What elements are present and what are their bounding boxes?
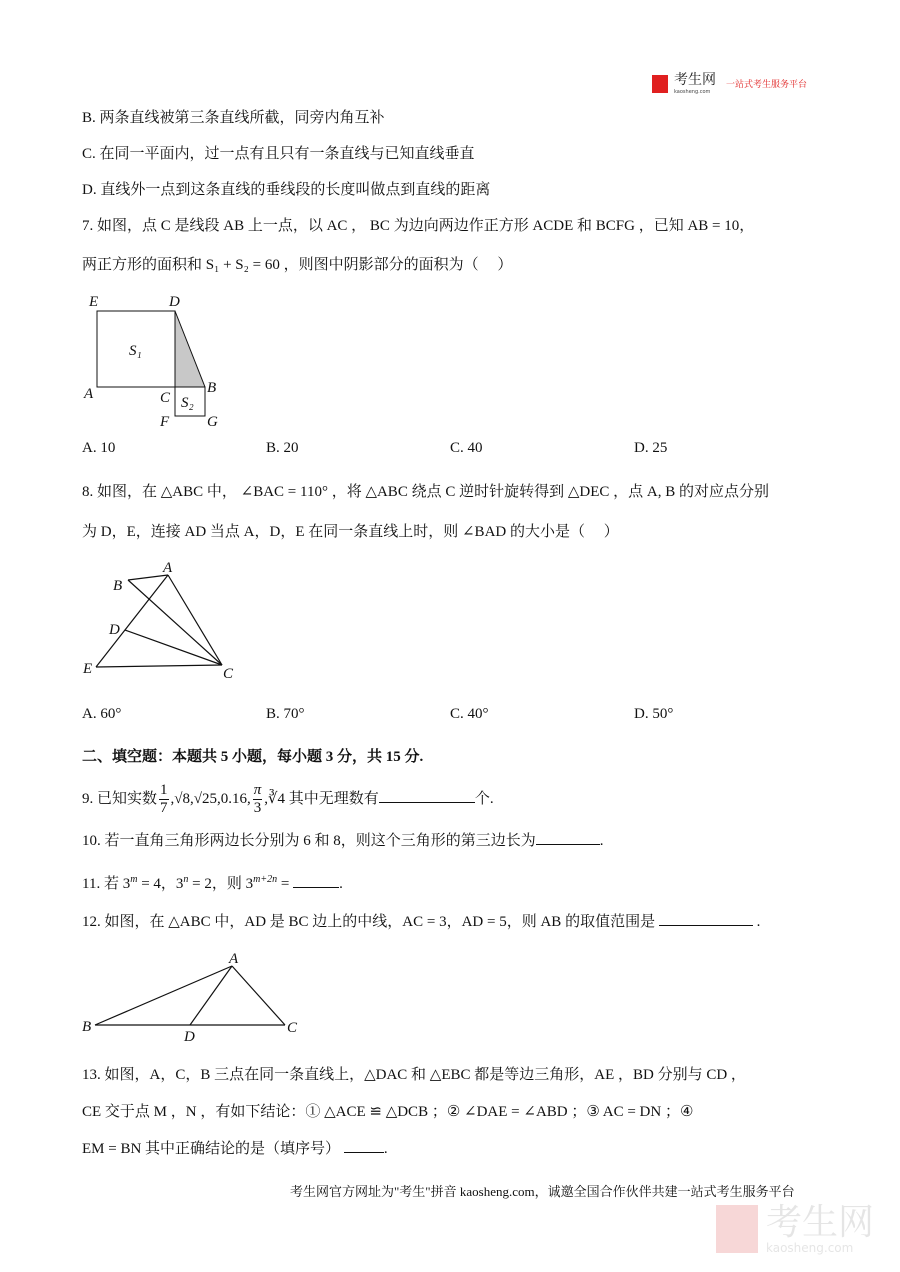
period: . [339, 876, 343, 892]
label-a: A [229, 951, 239, 967]
logo-name: 考生网 [674, 72, 716, 88]
label-c: C [287, 1020, 298, 1036]
q8-option-a: A. 60° [82, 706, 122, 722]
denominator: 7 [160, 800, 168, 817]
q12-text: 12. 如图，在 △ABC 中，AD 是 BC 边上的中线，AC = 3，AD = 5，则 AB 的取值范围是 [82, 914, 656, 930]
logo-text [674, 72, 716, 95]
answer-blank[interactable] [659, 911, 753, 926]
q7-option-b: B. 20 [266, 440, 299, 456]
q8-stem-line2: 为 D，E，连接 AD 当点 A，D，E 在同一条直线上时，则 ∠BAD 的大小是（ ） [82, 524, 619, 540]
label-b: B [207, 380, 217, 396]
label-c: C [223, 666, 234, 682]
exponent: m [130, 874, 138, 885]
exponent: m+2n [253, 874, 278, 885]
label-s2: S₂ [181, 395, 194, 411]
watermark-logo [716, 1204, 874, 1254]
q11-part: = [277, 876, 294, 892]
q7-option-c: C. 40 [450, 440, 483, 456]
q8-option-d: D. 50° [634, 706, 674, 722]
q12-figure [0, 0, 320, 1045]
label-g: G [207, 414, 218, 430]
q6-option-b: B. 两条直线被第三条直线所截，同旁内角互补 [82, 110, 385, 126]
q8-option-b: B. 70° [266, 706, 305, 722]
watermark-name: 考生网 [766, 1202, 875, 1243]
label-d: D [169, 294, 180, 310]
q6-option-d: D. 直线外一点到这条直线的垂线段的长度叫做点到直线的距离 [82, 182, 491, 198]
footer-note: 考生网官方网址为"考生"拼音 kaosheng.com，诚邀全国合作伙伴共建一站式考生服务平台 [290, 1184, 795, 1199]
q6-option-c: C. 在同一平面内，过一点有且只有一条直线与已知直线垂直 [82, 146, 475, 162]
logo-mark-icon [652, 75, 668, 93]
numerator: π [253, 782, 262, 799]
exponent: n [183, 874, 189, 885]
answer-blank[interactable] [536, 830, 600, 845]
period: . [383, 1141, 388, 1157]
label-a: A [163, 560, 173, 576]
q7-option-a: A. 10 [82, 440, 116, 456]
q7-stem-line1: 7. 如图，点 C 是线段 AB 上一点，以 AC ， BC 为边向两边作正方形 ACDE 和 BCFG ，已知 AB = 10， [82, 218, 755, 234]
logo-domain: kaosheng.com [674, 89, 711, 95]
denominator: 3 [253, 800, 262, 817]
kaosheng-logo [652, 72, 807, 95]
q9-tail: ,∛4 其中无理数有 [264, 791, 379, 807]
label-b: B [82, 1019, 92, 1035]
label-e: E [89, 294, 99, 310]
label-s1: S₁ [129, 343, 142, 359]
q11-part: 11. 若 3 [82, 876, 131, 892]
watermark-mark-icon [716, 1205, 758, 1253]
q8-stem-line1: 8. 如图，在 △ABC 中， ∠BAC = 110° ，将 △ABC 绕点 C 逆时针旋转得到 △DEC ，点 A, B 的对应点分别 [82, 484, 769, 500]
q8-option-c: C. 40° [450, 706, 489, 722]
period: . [599, 833, 604, 849]
label-d: D [184, 1029, 195, 1045]
q13-stem-line2: CE 交于点 M ，N ，有如下结论：① △ACE ≌ △DCB ；② ∠DAE = ∠ABD ；③ AC = DN ；④ [82, 1104, 694, 1120]
label-b: B [113, 578, 123, 594]
label-d: D [109, 622, 120, 638]
answer-blank[interactable] [379, 788, 475, 803]
q11-part: = 2，则 3 [188, 876, 254, 892]
q7-stem-line2: 两正方形的面积和 S₁ + S₂ = 60 ，则图中阴影部分的面积为（ ） [82, 257, 513, 273]
q13-stem-line1: 13. 如图，A，C，B 三点在同一条直线上，△DAC 和 △EBC 都是等边三角形，AE ，BD 分别与 CD ， [82, 1067, 746, 1083]
q7-option-d: D. 25 [634, 440, 668, 456]
q13-stem-line3 [82, 1138, 388, 1159]
label-e: E [83, 661, 93, 677]
q10-text: 10. 若一直角三角形两边长分别为 6 和 8，则这个三角形的第三边长为 [82, 833, 536, 849]
label-c: C [160, 390, 171, 406]
logo-slogan: 一站式考生服务平台 [726, 80, 808, 90]
period: . [756, 914, 761, 930]
q13-text: EM = BN 其中正确结论的是（填序号） [82, 1141, 341, 1157]
label-f: F [160, 414, 170, 430]
watermark-domain: kaosheng.com [766, 1241, 854, 1255]
q11-part: = 4，3 [137, 876, 184, 892]
q9-numbers: ,√8,√25,0.16, [170, 791, 251, 807]
q9-prefix: 9. 已知实数 [82, 791, 158, 807]
q9-suffix: 个. [474, 791, 494, 807]
numerator: 1 [160, 782, 168, 799]
label-a: A [84, 386, 94, 402]
section-fill-in-title: 二、填空题：本题共 5 小题，每小题 3 分，共 15 分. [82, 749, 424, 765]
answer-blank[interactable] [344, 1138, 384, 1153]
